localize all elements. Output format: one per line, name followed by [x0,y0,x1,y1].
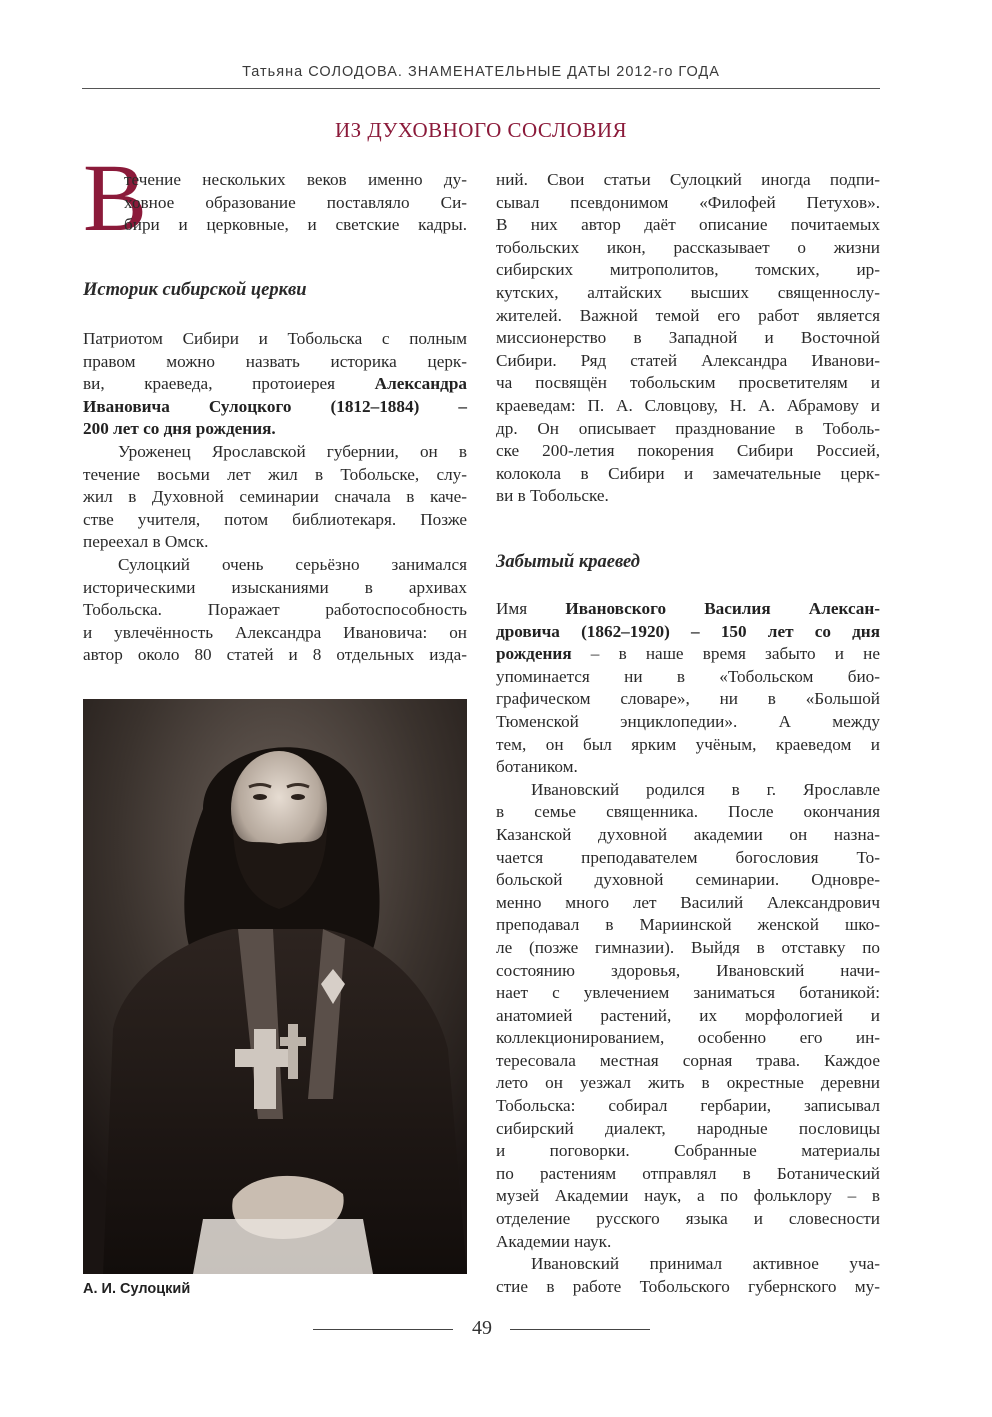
text-line: ботаником. [496,757,578,777]
text-line [83,373,467,396]
text-line: миссионерство в Западной и Восточной [496,328,880,348]
intro-line: течение нескольких веков именно ду- [124,170,467,189]
text-line: графическом словаре», ни в «Большой [496,689,880,709]
running-head: Татьяна СОЛОДОВА. ЗНАМЕНАТЕЛЬНЫЕ ДАТЫ 2012-го ГОДА [242,64,720,80]
text-line: колокола в Сибири и замечательные церк- [496,463,880,483]
text-line: сибирский диалект, народные пословицы [496,1118,880,1138]
text-line: и поговорки. Собранные материалы [496,1141,880,1161]
text-line [83,418,467,441]
text-line: Академии наук. [496,1231,612,1251]
text-line: тересовала местная сорная трава. Каждое [496,1050,880,1070]
text-line: менно много лет Василий Александрович [496,892,880,912]
text-line: по растениям отправлял в Ботанический [496,1163,880,1183]
bold-name: Александра [374,374,467,394]
text-line: жителей. Важной темой его работ является [496,305,880,325]
footer-rule-right [510,1329,650,1330]
text-line [496,621,880,644]
text-line: ле (позже гимназии). Выйдя в отставку по [496,937,880,957]
section1-continuation [496,169,880,508]
subheading-forgotten: Забытый краевед [496,552,640,572]
text-line: ча посвящён тобольским просветителям и [496,373,880,393]
portrait-illustration [83,699,467,1274]
text-line: стве учителя, потом библиотекаря. Позже [83,509,467,529]
section-title: ИЗ ДУХОВНОГО СОСЛОВИЯ [334,118,628,142]
text-line: ний. Свои статьи Сулоцкий иногда подпи- [496,170,880,189]
text-line: музей Академии наук, а по фольклору – в [496,1186,880,1206]
text-line: правом можно назвать историка церк- [83,351,467,371]
section2-body [496,598,880,1298]
text-line: анатомией растений, их морфологией и [496,1005,880,1025]
text-line: нает с увлечением заниматься ботаникой: [496,983,880,1003]
subheading-historian: Историк сибирской церкви [83,280,307,300]
text-line: историческими изысканиями в архивах [83,577,467,597]
text-line: в семье священника. После окончания [496,802,880,822]
text-line: сывал псевдонимом «Филофей Петухов». [496,192,880,212]
text-line: состоянию здоровья, Ивановский начи- [496,960,880,980]
bold-anniversary: 200 лет со дня рождения. [83,419,276,439]
text-line: Ивановский принимал активное уча- [531,1254,880,1274]
drop-cap: В [83,144,148,251]
bold-name: Ивановича Сулоцкого (1812–1884) – [83,396,467,416]
intro-line: бири и церковные, и светские кадры. [124,215,467,235]
text-line: тем, он был ярким учёным, краеведом и [496,734,880,754]
text-line: Тобольска: собирал гербарии, записывал [496,1096,880,1116]
text-run: ви, краеведа, протоиерея [83,374,375,394]
intro-line: ховное образование поставляло Си- [124,192,467,212]
section1-body [83,328,467,667]
text-line: В них автор даёт описание почитаемых [496,215,880,235]
text-line: Казанской духовной академии он назна- [496,824,880,844]
photo-caption: А. И. Сулоцкий [83,1281,191,1297]
text-line: Сибири. Ряд статей Александра Иванови- [496,350,880,370]
text-line: преподавал в Мариинской женской шко- [496,915,880,935]
text-line: Тюменской энциклопедии». А между [496,711,880,731]
text-line: др. Он описывает празднование в Тоболь- [496,418,880,438]
footer-rule-left [313,1329,453,1330]
text-line: упоминается ни в «Тобольском био- [496,666,880,686]
text-line: тобольских икон, рассказывает о жизни [496,237,880,257]
text-run: – в наше время забыто и не [571,644,880,664]
text-line: стие в работе Тобольского губернского му- [496,1276,880,1296]
text-line: течение восьми лет жил в Тобольске, слу- [83,464,467,484]
text-line: автор около 80 статей и 8 отдельных изда- [83,645,467,665]
text-line [496,598,880,621]
text-line: кутских, алтайских высших священнослу- [496,282,880,302]
portrait-photo [83,699,467,1274]
text-line: ви в Тобольске. [496,486,609,506]
text-line: краеведам: П. А. Словцову, Н. А. Абрамову и [496,395,880,415]
text-line: ске 200-летия покорения Сибири Россией, [496,441,880,461]
bold-anniversary: рождения [496,644,572,664]
text-line: лето он уезжал жить в окрестные деревни [496,1073,880,1093]
text-line [83,396,467,419]
text-line: и увлечённость Александра Ивановича: он [83,622,467,642]
text-line: Ивановский родился в г. Ярославле [531,779,880,799]
text-line: Уроженец Ярославской губернии, он в [118,441,467,461]
bold-name: дровича (1862–1920) – 150 лет со дня [496,621,880,641]
header-rule [82,88,880,89]
text-line [496,643,880,666]
text-line: переехал в Омск. [83,532,209,552]
text-line: жил в Духовной семинарии сначала в каче- [83,487,467,507]
text-line: больской духовной семинарии. Одновре- [496,870,880,890]
intro-paragraph [124,169,467,237]
page-number: 49 [472,1317,492,1339]
text-run: Имя [496,599,566,618]
text-line: отделение русского языка и словесности [496,1209,880,1229]
text-line: Патриотом Сибири и Тобольска с полным [83,329,467,348]
text-line: чается преподавателем богословия То- [496,847,880,867]
text-line: коллекционированием, особенно его ин- [496,1028,880,1048]
text-line: сибирских митрополитов, томских, ир- [496,260,880,280]
text-line: Тобольска. Поражает работоспособность [83,600,467,620]
text-line: Сулоцкий очень серьёзно занимался [118,554,467,574]
bold-name: Ивановского Василия Алексан- [565,599,880,618]
